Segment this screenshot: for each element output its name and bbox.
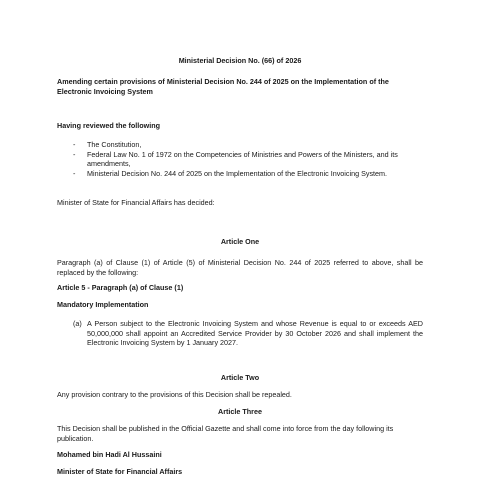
reviewed-heading: Having reviewed the following — [57, 121, 161, 130]
article-two-heading: Article Two — [220, 373, 260, 382]
article-three-body: This Decision shall be published in the Official Gazette and shall come into force from the day following its publication. — [57, 424, 394, 443]
paragraph-a — [73, 319, 423, 348]
list-dash: - — [73, 149, 76, 159]
decision-subject: Amending certain provisions of Ministerial Decision No. 244 of 2025 on the Implementation of the Electronic Invoicing System — [57, 77, 389, 96]
reviewed-item — [73, 140, 418, 150]
reviewed-item — [73, 169, 418, 179]
signatory-name: Mohamed bin Hadi Al Hussaini — [57, 450, 162, 459]
preamble-decided: Minister of State for Financial Affairs has decided: — [57, 198, 215, 207]
article-one-body: Paragraph (a) of Clause (1) of Article (5) of Ministerial Decision No. 244 of 2025 referred to above, shall be replaced by the following: — [57, 258, 423, 277]
reviewed-list — [73, 140, 418, 178]
list-dash: - — [73, 168, 76, 178]
list-dash: - — [73, 140, 76, 149]
article-two-body: Any provision contrary to the provisions of this Decision shall be repealed. — [57, 390, 292, 399]
article-one-heading: Article One — [220, 237, 260, 246]
article-one-sub-heading: Article 5 - Paragraph (a) of Clause (1) — [57, 283, 184, 292]
paragraph-a-text: A Person subject to the Electronic Invoicing System and whose Revenue is equal to or exceeds AED 50,000,000 shall appoint an Accredited Service Provider by 30 October 2026 and shall implement the Electronic Invoicing System by 1 January 2027. — [87, 319, 423, 348]
reviewed-item-text: Federal Law No. 1 of 1972 on the Competencies of Ministries and Powers of the Ministers, and its amendments, — [87, 149, 398, 169]
reviewed-item — [73, 150, 418, 169]
article-three-heading: Article Three — [218, 407, 262, 416]
article-one-sub-title: Mandatory Implementation — [57, 300, 149, 309]
reviewed-item-text: Ministerial Decision No. 244 of 2025 on the Implementation of the Electronic Invoicing System. — [87, 168, 388, 178]
decision-title: Ministerial Decision No. (66) of 2026 — [178, 56, 302, 65]
signatory-title: Minister of State for Financial Affairs — [57, 467, 183, 476]
reviewed-item-text: The Constitution, — [87, 140, 142, 149]
paragraph-a-label: (a) — [73, 319, 82, 328]
